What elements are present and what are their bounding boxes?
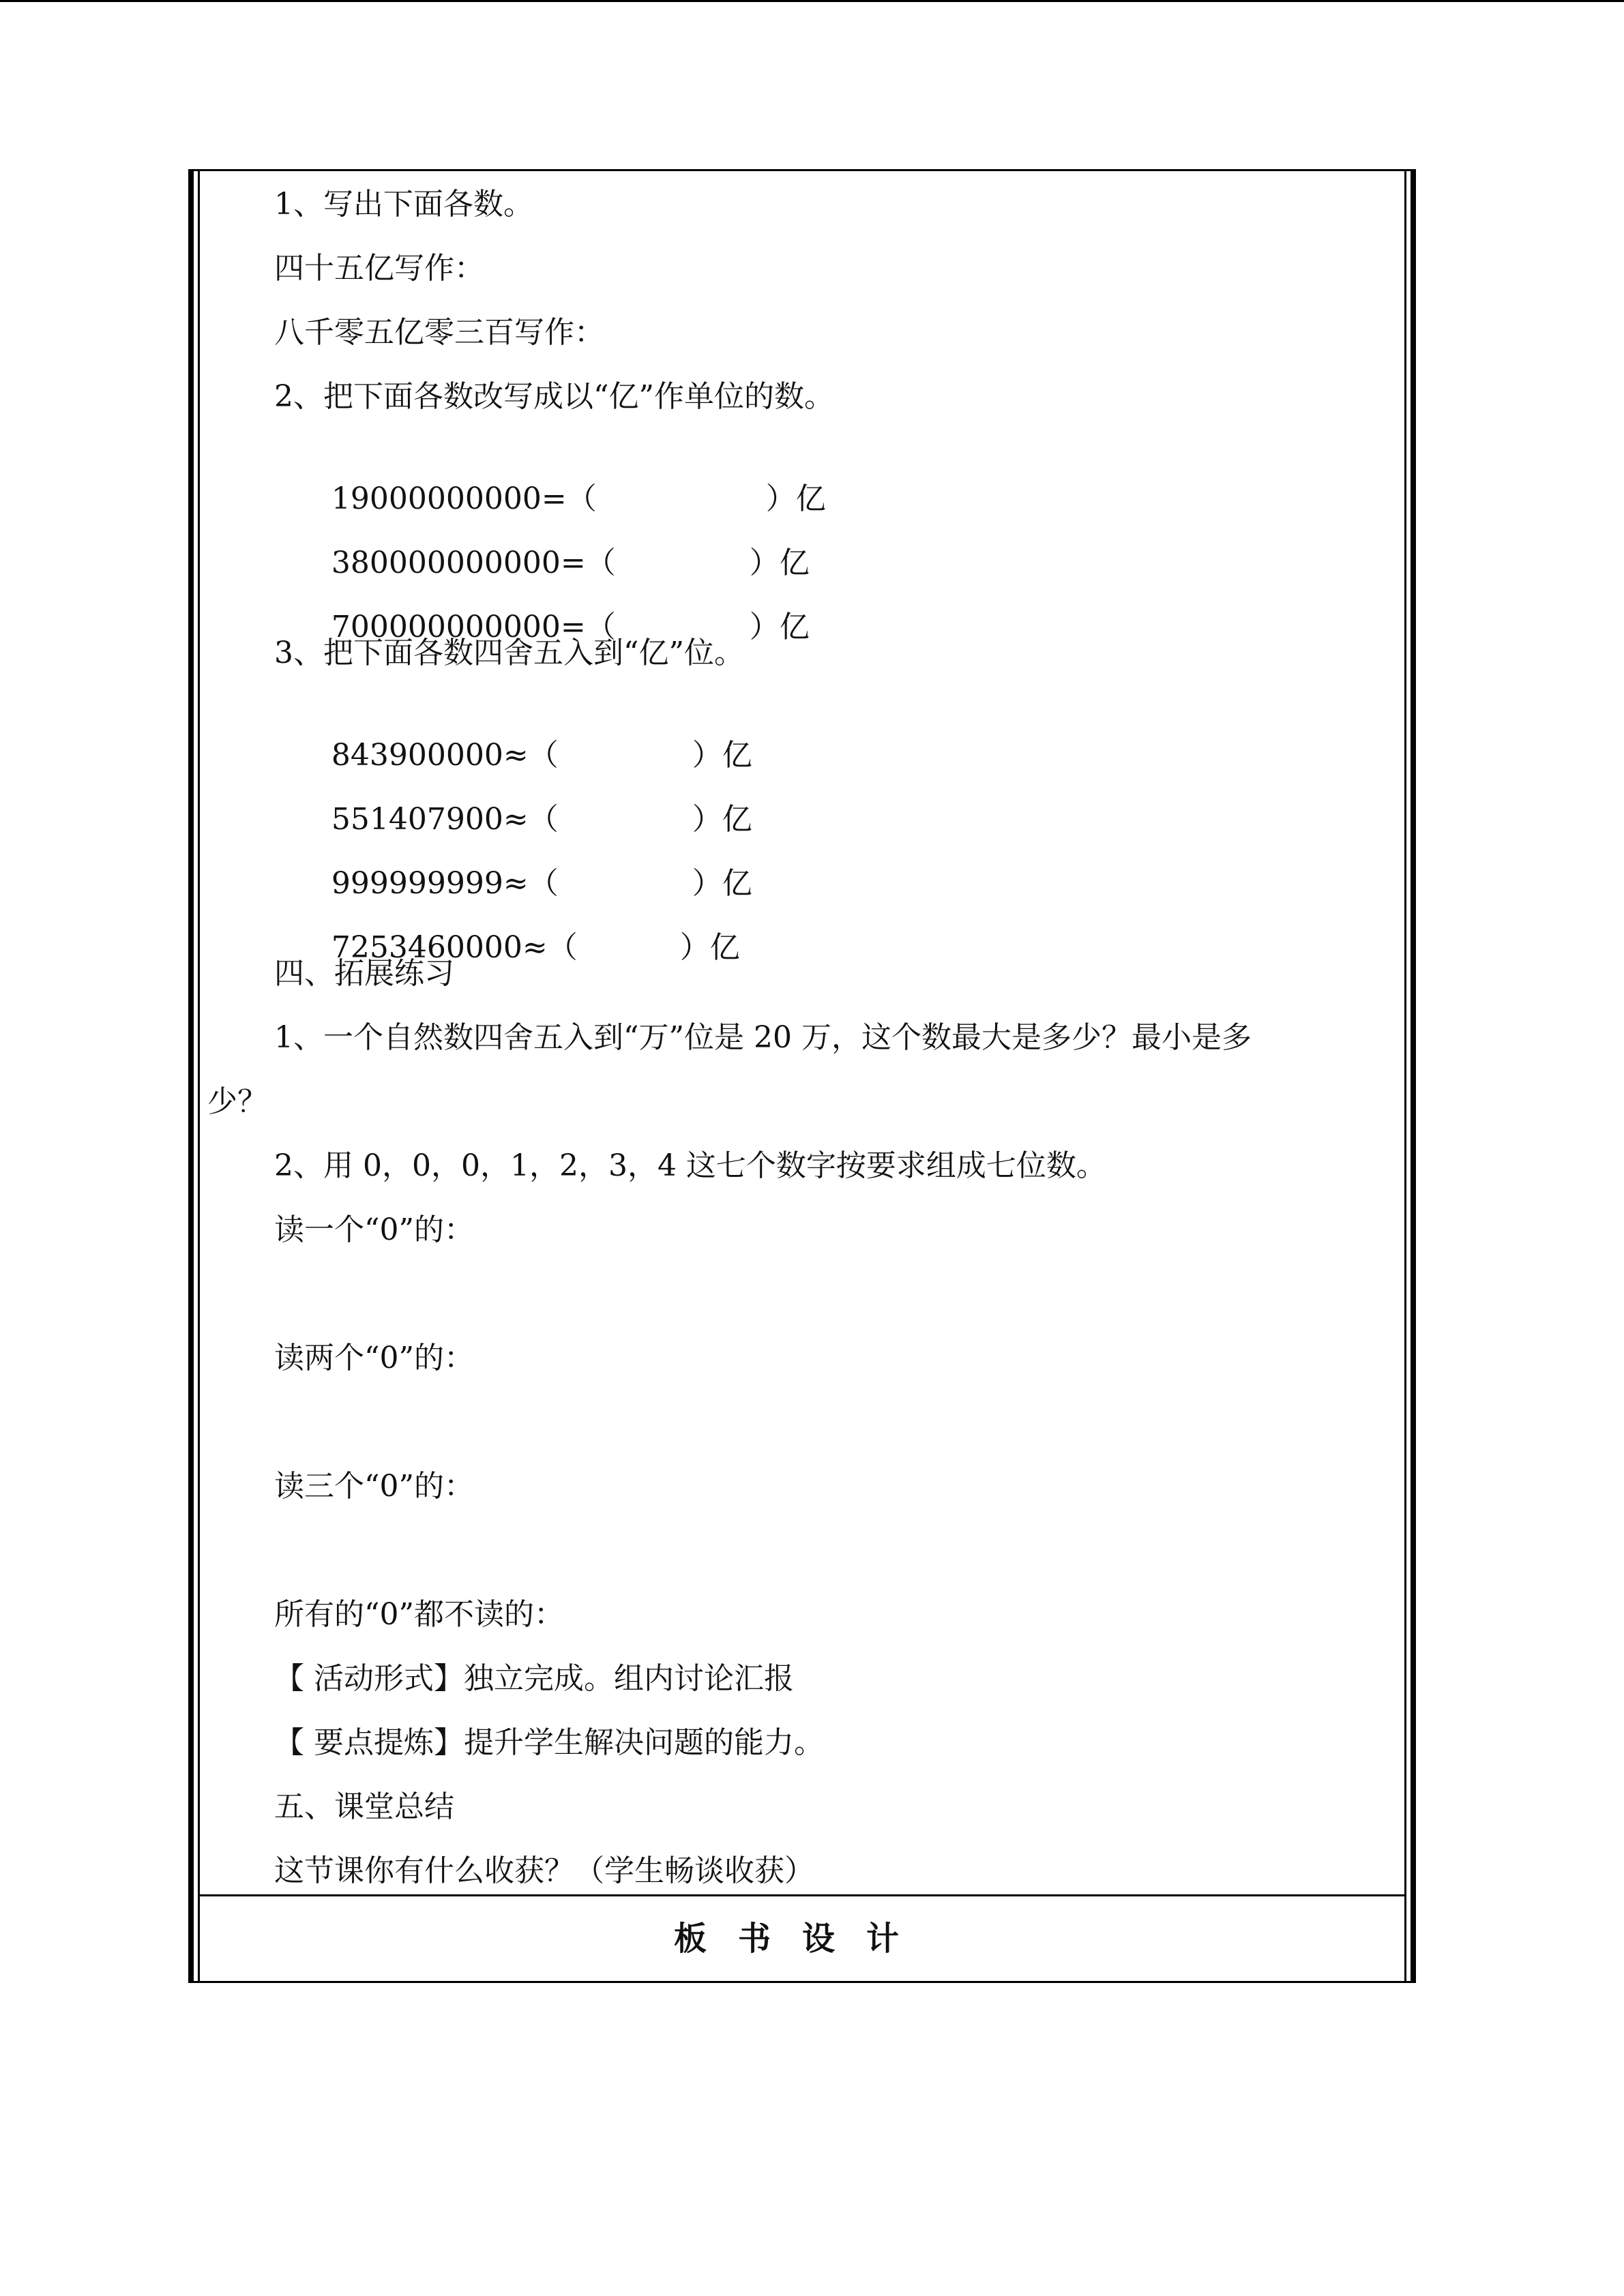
section-4-heading: 四、拓展练习 — [274, 956, 454, 991]
exercise-3-item-3-unit: ）亿 — [692, 866, 752, 901]
extension-2-item-3: 读三个“0”的： — [274, 1469, 474, 1504]
key-point-note: 【 要点提炼】提升学生解决问题的能力。 — [274, 1725, 824, 1760]
exercise-2-item-1-number: 19000000000=（ — [331, 481, 597, 516]
board-design-title: 板书设计 — [673, 1920, 930, 1958]
exercise-2-item-3-unit: ）亿 — [749, 610, 810, 644]
exercise-3-heading: 3、把下面各数四舍五入到“亿”位。 — [274, 636, 744, 670]
extension-2-heading: 2、用 0，0，0，1，2，3，4 这七个数字按要求组成七位数。 — [274, 1148, 1106, 1183]
exercise-2-heading: 2、把下面各数改写成以“亿”作单位的数。 — [274, 379, 834, 414]
summary-question: 这节课你有什么收获？（学生畅谈收获） — [274, 1853, 814, 1888]
table-border-left-inner — [198, 169, 200, 1983]
top-rule — [0, 0, 1624, 2]
exercise-3-item-4-unit: ）亿 — [679, 930, 740, 965]
exercise-2-item-1-unit: ）亿 — [765, 481, 826, 516]
section-5-heading: 五、课堂总结 — [274, 1789, 454, 1824]
exercise-3-item-1-number: 843900000≈（ — [331, 738, 559, 773]
exercise-3-item-2-unit: ）亿 — [692, 802, 752, 837]
exercise-1-heading: 1、写出下面各数。 — [274, 187, 533, 222]
extension-1-line-2: 少？ — [207, 1084, 267, 1119]
exercise-2-item-3-number: 700000000000=（ — [331, 610, 616, 644]
table-border-left-outer — [188, 169, 194, 1983]
activity-form-note: 【 活动形式】独立完成。组内讨论汇报 — [274, 1661, 794, 1696]
extension-2-item-2: 读两个“0”的： — [274, 1341, 474, 1375]
table-border-right-outer — [1411, 169, 1416, 1983]
exercise-3-item-2-number: 551407900≈（ — [331, 802, 559, 837]
table-border-right-inner — [1404, 169, 1406, 1983]
extension-1-line-1: 1、一个自然数四舍五入到“万”位是 20 万，这个数最大是多少？最小是多 — [274, 1020, 1252, 1055]
extension-2-item-1: 读一个“0”的： — [274, 1212, 474, 1247]
exercise-3-item-1-unit: ）亿 — [692, 738, 752, 773]
exercise-3-item-3-number: 999999999≈（ — [331, 866, 559, 901]
table-row-divider — [198, 1894, 1406, 1896]
table-border-top — [188, 169, 1416, 171]
exercise-2-item-2-number: 380000000000=（ — [331, 546, 616, 580]
exercise-3-item-4-number: 7253460000≈（ — [331, 930, 578, 965]
exercise-2-item-2-unit: ）亿 — [749, 546, 810, 580]
table-border-bottom — [188, 1981, 1416, 1983]
extension-2-item-4: 所有的“0”都不读的： — [274, 1597, 564, 1632]
exercise-1-item-2: 八千零五亿零三百写作： — [274, 315, 604, 350]
exercise-1-item-1: 四十五亿写作： — [274, 251, 484, 286]
lesson-table — [188, 169, 1416, 1983]
